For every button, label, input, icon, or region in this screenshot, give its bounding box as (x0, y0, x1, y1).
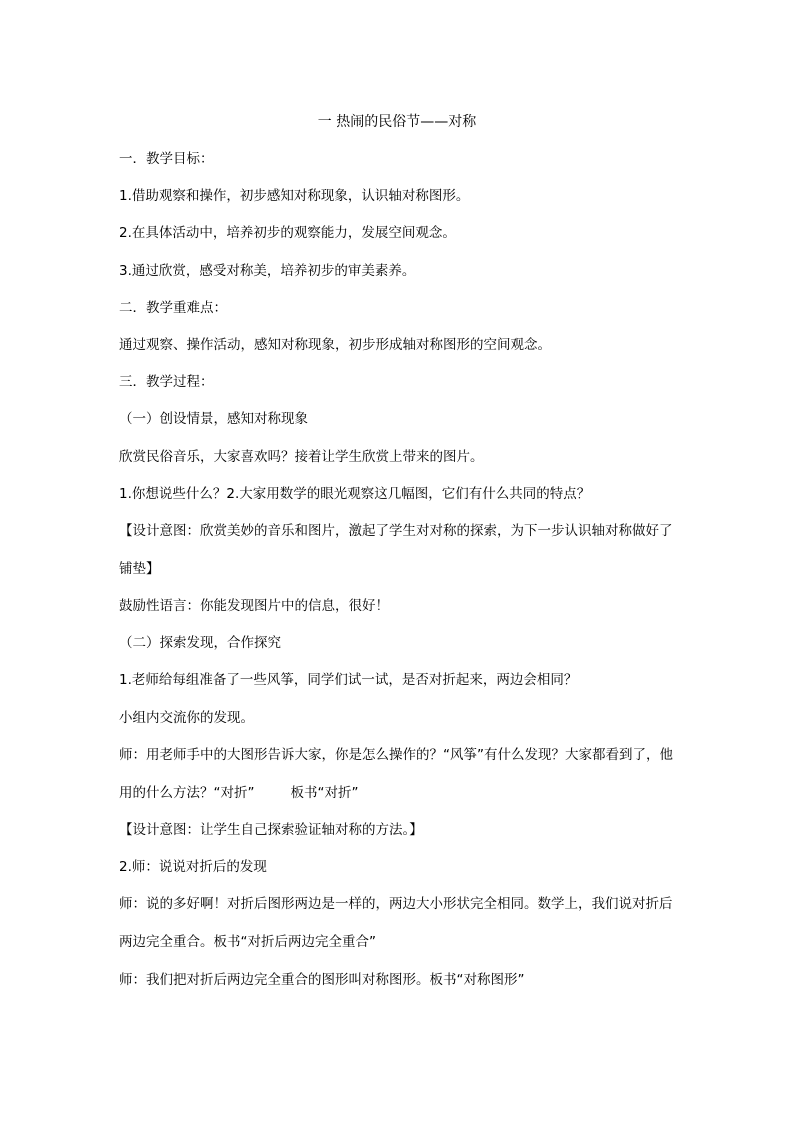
teacher-dialogue-text: 师：用老师手中的大图形告诉大家，你是怎么操作的？“风筝”有什么发现？大家都看到了，他用的什么方法？“对折” (119, 746, 673, 801)
paragraph: 欣赏民俗音乐，大家喜欢吗？接着让学生欣赏上带来的图片。 (119, 448, 484, 465)
teacher-dialogue-paragraph: 师：说的多好啊！对折后图形两边是一样的，两边大小形状完全相同。数学上，我们说对折后两边完全重合。板书“对折后两边完全重合” (119, 896, 673, 951)
key-points-text: 通过观察、操作活动，感知对称现象，初步形成轴对称图形的空间观念。 (119, 336, 551, 353)
document-title: 一 热闹的民俗节——对称 (317, 114, 477, 130)
design-intent-paragraph: 【设计意图：让学生自己探索验证轴对称的方法。】 (119, 822, 423, 838)
section-heading-objectives: 一．教学目标： (119, 151, 214, 167)
objective-item-3: 3.通过欣赏，感受对称美，培养初步的审美素养。 (119, 262, 416, 279)
subsection-heading-1: （一）创设情景，感知对称现象 (119, 411, 308, 428)
paragraph: 鼓励性语言：你能发现图片中的信息，很好！ (119, 598, 389, 615)
section-heading-key-points: 二．教学重难点： (119, 299, 227, 316)
objective-item-1: 1.借助观察和操作，初步感知对称现象，认识轴对称图形。 (119, 188, 470, 205)
subsection-heading-2: （二）探索发现，合作探究 (119, 635, 281, 652)
paragraph: 2.师：说说对折后的发现 (119, 859, 267, 876)
paragraph: 小组内交流你的发现。 (119, 709, 254, 726)
document-body (119, 149, 683, 1007)
teacher-dialogue-paragraph (119, 736, 683, 812)
section-heading-process: 三．教学过程： (119, 374, 214, 391)
paragraph: 1.你想说些什么？2.大家用数学的眼光观察这几幅图，它们有什么共同的特点？ (119, 485, 591, 502)
board-note: 板书“对折” (290, 784, 359, 801)
design-intent-paragraph: 【设计意图：欣赏美妙的音乐和图片，激起了学生对对称的探索，为下一步认识轴对称做好了铺垫】 (119, 522, 673, 577)
paragraph: 1.老师给每组准备了一些风筝，同学们试一试，是否对折起来，两边会相同？ (119, 672, 578, 689)
paragraph: 师：我们把对折后两边完全重合的图形叫对称图形。板书“对称图形” (119, 971, 525, 988)
objective-item-2: 2.在具体活动中，培养初步的观察能力，发展空间观念。 (119, 225, 456, 242)
